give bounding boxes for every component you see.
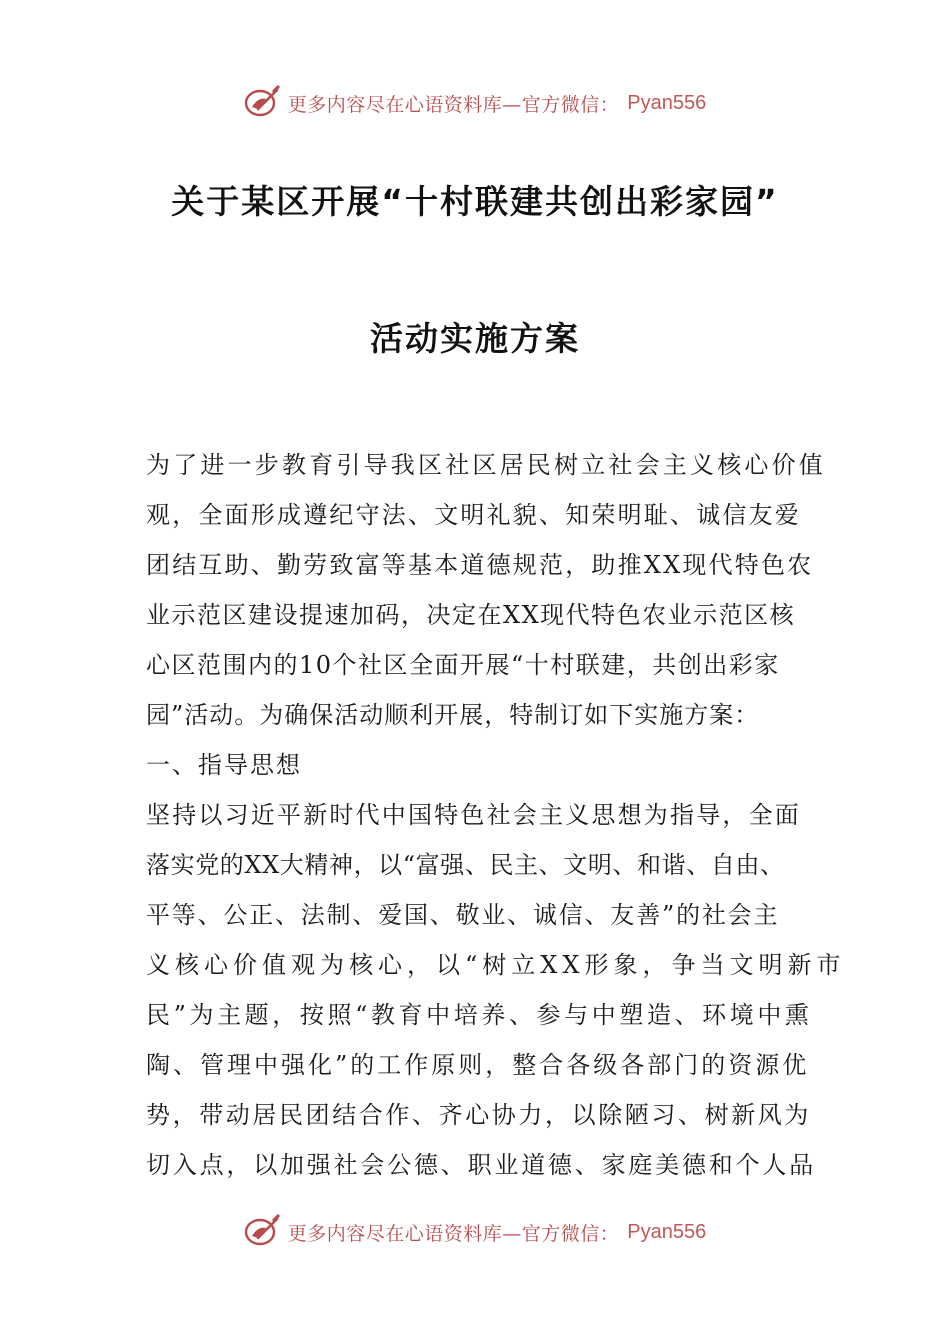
pen-logo-icon	[244, 1214, 280, 1250]
watermark-wechat-id: Pyan556	[627, 1220, 707, 1243]
document-body	[146, 440, 846, 1190]
watermark-footer	[0, 1212, 950, 1252]
body-line: 心区范围内的10个社区全面开展“十村联建，共创出彩家	[146, 651, 780, 679]
body-line: 切入点，以加强社会公德、职业道德、家庭美德和个人品	[146, 1151, 816, 1179]
watermark-header	[0, 83, 950, 123]
body-line: 业示范区建设提速加码，决定在XX现代特色农业示范区核	[146, 601, 796, 629]
watermark-wechat-id: Pyan556	[627, 91, 707, 114]
section-heading: 一、指导思想	[146, 751, 302, 779]
body-line: 势，带动居民团结合作、齐心协力，以除陋习、树新风为	[146, 1101, 811, 1129]
body-line: 团结互助、勤劳致富等基本道德规范，助推XX现代特色农	[146, 551, 814, 579]
body-line: 民”为主题，按照“教育中培养、参与中塑造、环境中熏	[146, 1001, 813, 1029]
watermark-text: 更多内容尽在心语资料库—官方微信：	[287, 93, 620, 116]
body-line: 落实党的XX大精神，以“富强、民主、文明、和谐、自由、	[146, 851, 785, 879]
body-line: 园”活动。为确保活动顺利开展，特制订如下实施方案：	[146, 701, 760, 729]
document-title-line-1: 关于某区开展“十村联建共创出彩家园”	[171, 182, 779, 221]
pen-logo-icon	[244, 85, 280, 121]
watermark-text: 更多内容尽在心语资料库—官方微信：	[287, 1222, 620, 1245]
body-line: 陶、管理中强化”的工作原则，整合各级各部门的资源优	[146, 1051, 810, 1079]
body-line: 平等、公正、法制、爱国、敬业、诚信、友善”的社会主	[146, 901, 780, 929]
document-title-line-2: 活动实施方案	[370, 319, 580, 358]
body-line: 为了进一步教育引导我区社区居民树立社会主义核心价值	[146, 451, 826, 479]
body-line: 义核心价值观为核心，以“树立XX形象，争当文明新市	[146, 951, 846, 979]
body-line: 坚持以习近平新时代中国特色社会主义思想为指导，全面	[146, 801, 801, 829]
body-line: 观，全面形成遵纪守法、文明礼貌、知荣明耻、诚信友爱	[146, 501, 801, 529]
